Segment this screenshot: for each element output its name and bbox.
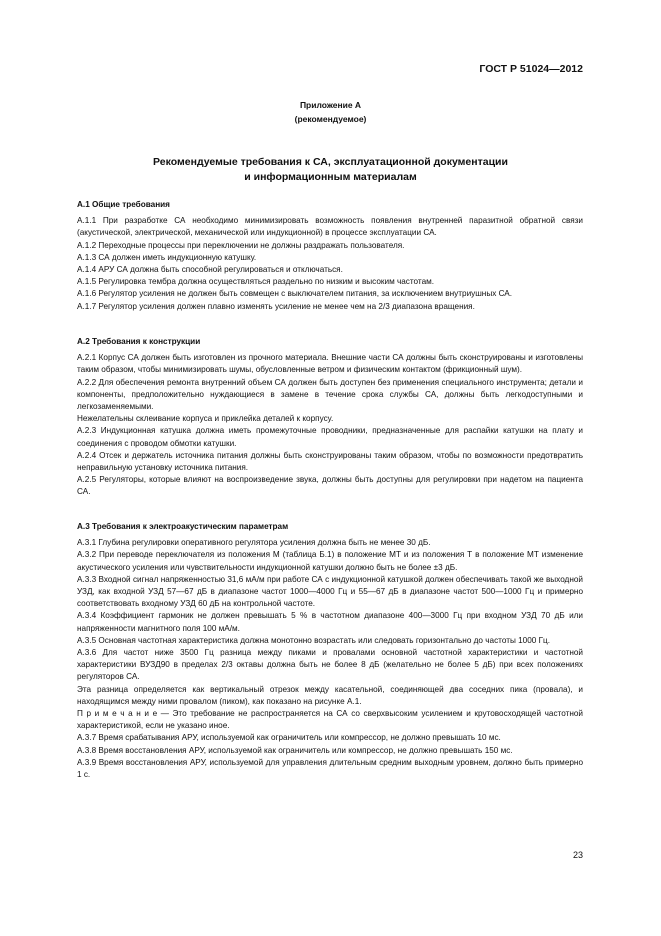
appendix-title-line2: и информационным материалам [244,171,417,183]
paragraph: А.2.1 Корпус СА должен быть изготовлен из прочного материала. Внешние части СА должны быть сконструированы и изготовлены таким образом, чтобы минимизировать шумы, обусловленные ветром и физическим контактом (фрикционный шум). [77,353,583,375]
paragraph: А.3.4 Коэффициент гармоник не должен превышать 5 % в частотном диапазоне 400—3000 Гц при входном УЗД 70 дБ или напряженности магнитного поля 100 мА/м. [77,611,583,633]
appendix-status: (рекомендуемое) [294,114,367,124]
section-a2 [77,336,583,499]
appendix-title-line1: Рекомендуемые требования к СА, эксплуатационной документации [153,156,508,168]
paragraph: А.3.8 Время восстановления АРУ, используемой как ограничитель или компрессор, не должно превышать 150 мс. [77,745,513,755]
section-heading: А.3 Требования к электроакустическим параметрам [77,522,289,531]
paragraph: А.3.1 Глубина регулировки оперативного регулятора усиления должна быть не менее 30 дБ. [77,538,431,548]
paragraph: А.3.6 Для частот ниже 3500 Гц разница между пиками и провалами основной частотной характеристики и частотной характеристики ВУЗД90 в пределах 2/3 октавы должна быть не более 8 дБ (желательно не более 5 дБ) при всех положениях регуляторов СА. [77,648,583,682]
paragraph: Эта разница определяется как вертикальный отрезок между касательной, соединяющей два соседних пика (провала), и находящимся между ними провалом (пиком), как показано на рисунке А.1. [77,684,583,706]
paragraph: А.1.3 СА должен иметь индукционную катушку. [77,252,257,262]
paragraph: А.2.2 Для обеспечения ремонта внутренний объем СА должен быть доступен без применения специального инструмента; детали и компоненты, предположительно нуждающиеся в замене в течение срока службы СА, должны быть легкодоступными и легкозаменяемыми. [77,377,583,412]
paragraph: А.3.5 Основная частотная характеристика должна монотонно возрастать или следовать горизонтально до частоты 1000 Гц. [77,635,551,645]
section-heading: А.1 Общие требования [77,200,170,209]
paragraph: А.3.2 При переводе переключателя из положения М (таблица Б.1) в положение МТ и из положения Т в положение МТ изменение акустического усиления или чувствительности индукционной катушки должно быть не более ±3 дБ. [77,550,583,572]
page-number: 23 [572,850,583,860]
note-paragraph: П р и м е ч а н и е — Это требование не распространяется на СА со сверхвысоким усилением и крутовосходящей частотной характеристикой, если не указано иное. [77,709,583,731]
paragraph: А.1.1 При разработке СА необходимо минимизировать возможность появления внутренней паразитной обратной связи (акустической, электрической, механической или индукционной) в процессе эксплуатации СА. [77,216,583,238]
paragraph: А.2.4 Отсек и держатель источника питания должны быть сконструированы таким образом, чтобы по возможности предотвратить неправильную установку источника питания. [77,450,583,473]
paragraph: А.3.3 Входной сигнал напряженностью 31,6 мА/м при работе СА с индукционной катушкой должен обеспечивать такой же выходной УЗД, как входной УЗД 57—67 дБ в диапазоне частот 1000—4000 Гц и 55—67 дБ в диапазоне частот 500—1000 Гц и примерно соответствовать входному УЗД 60 дБ на контрольной частоте. [77,574,583,609]
section-a1 [77,199,583,313]
paragraph: А.2.5 Регуляторы, которые влияют на воспроизведение звука, должны быть доступны для регулировки при надетом на пациента СА. [77,475,583,497]
section-heading: А.2 Требования к конструкции [77,337,201,346]
paragraph: А.1.2 Переходные процессы при переключении не должны раздражать пользователя. [77,240,405,250]
section-a3 [77,521,583,781]
paragraph: Нежелательны склеивание корпуса и приклейка деталей к корпусу. [77,414,334,424]
paragraph: А.1.7 Регулятор усиления должен плавно изменять усиление не менее чем на 2/3 диапазона вращения. [77,301,475,311]
paragraph: А.1.6 Регулятор усиления не должен быть совмещен с выключателем питания, за исключением внутриушных СА. [77,289,513,299]
paragraph: А.1.5 Регулировка тембра должна осуществляться раздельно по низким и высоким частотам. [77,277,435,287]
appendix-label: Приложение А [299,100,362,110]
paragraph: А.2.3 Индукционная катушка должна иметь промежуточные проводники, предназначенные для распайки катушки на плату и соединения с проводом обмотки катушки. [77,426,583,448]
standard-header: ГОСТ Р 51024—2012 [479,63,583,75]
paragraph: А.3.9 Время восстановления АРУ, используемой для управления длительным средним выходным уровнем, должно быть примерно 1 с. [77,757,583,780]
paragraph: А.3.7 Время срабатывания АРУ, используемой как ограничитель или компрессор, не должно превышать 10 мс. [77,733,501,743]
paragraph: А.1.4 АРУ СА должна быть способной регулироваться и отключаться. [77,265,343,275]
